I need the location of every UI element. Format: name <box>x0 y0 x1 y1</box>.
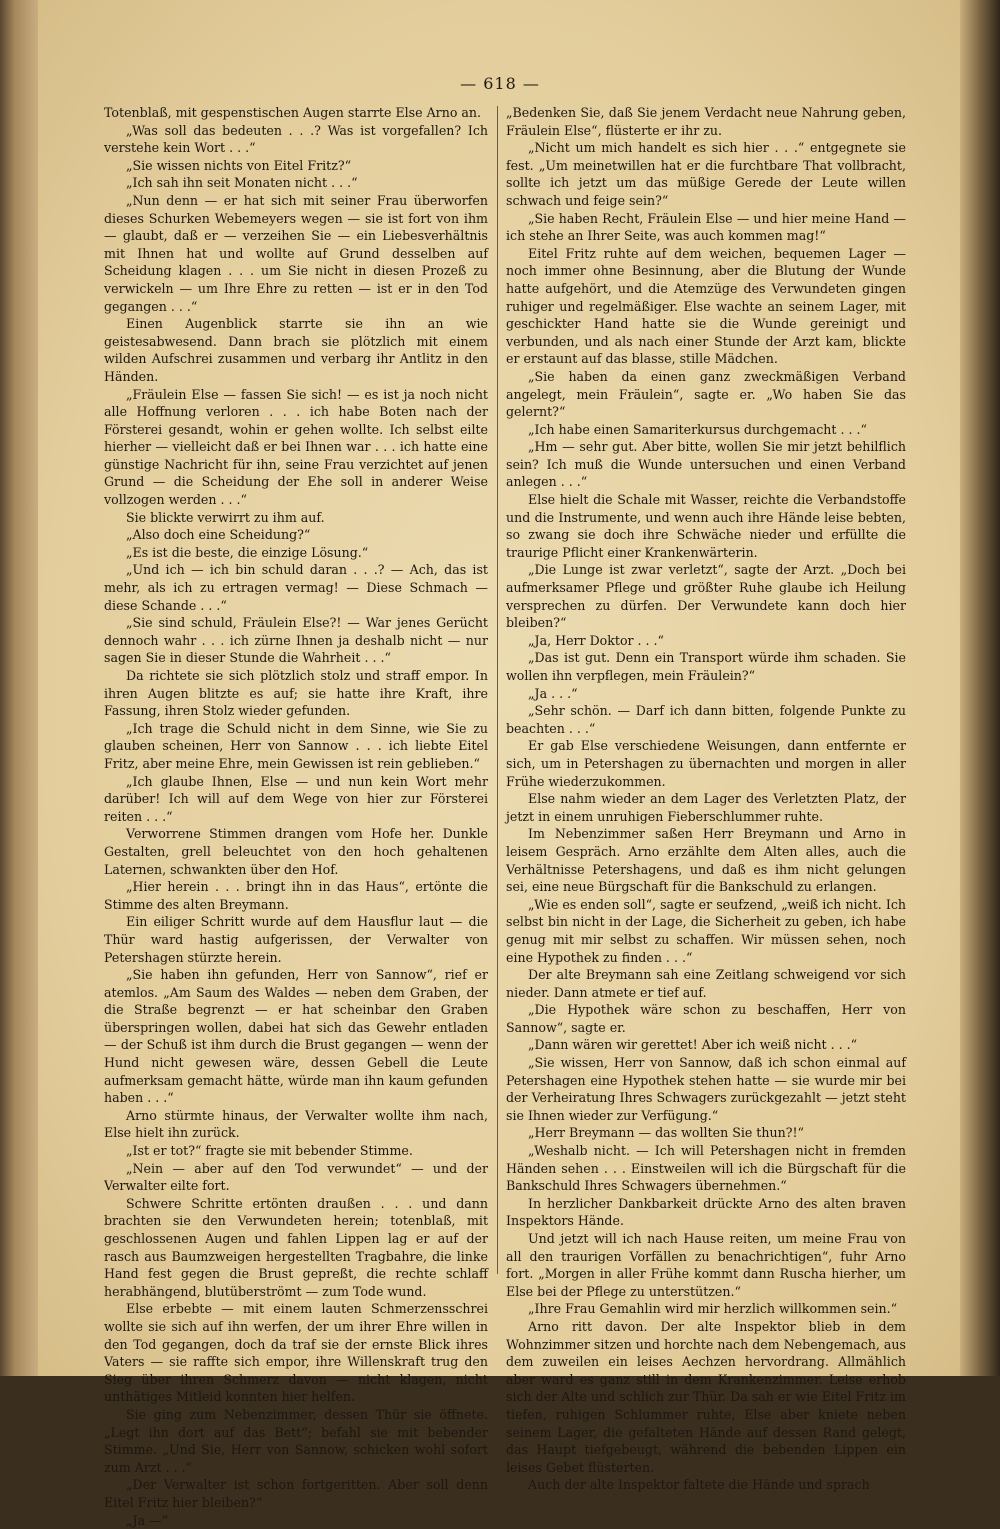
paragraph: Else nahm wieder an dem Lager des Verletzten Platz, der jetzt in einem unruhigen Fieberschlummer ruhte. <box>506 790 906 825</box>
paragraph: Da richtete sie sich plötzlich stolz und straff empor. In ihren Augen blitzte es auf; sie hatte ihre Kraft, ihre Fassung, ihren Stolz wieder gefunden. <box>104 667 488 720</box>
book-binding <box>0 0 38 1376</box>
paragraph: „Wie es enden soll“, sagte er seufzend, „weiß ich nicht. Ich selbst bin nicht in der Lage, die Sicherheit zu geben, ich habe genug mit mir selbst zu schaffen. Wir müssen sehen, noch eine Hypothek zu finden . . .“ <box>506 896 906 966</box>
paragraph: „Nun denn — er hat sich mit seiner Frau überworfen dieses Schurken Webemeyers wegen — sie ist fort von ihm — glaubt, daß er — verzeihen Sie — ein Liebesverhältnis mit Ihnen hat und wollte auf Grund desselben auf Scheidung klagen . . . um Sie nicht in diesen Prozeß zu verwickeln — um Ihre Ehre zu retten — ist er in den Tod gegangen . . .“ <box>104 192 488 315</box>
paragraph: „Der Verwalter ist schon fortgeritten. Aber soll denn Eitel Fritz hier bleiben?“ <box>104 1476 488 1511</box>
paragraph: „Sie haben ihn gefunden, Herr von Sannow“, rief er atemlos. „Am Saum des Waldes — neben dem Graben, der die Straße begrenzt — er hat scheinbar den Graben überspringen wollen, dabei hat sich das Gewehr entladen — der Schuß ist ihm durch die Brust gegangen — wenn der Hund nicht gewesen wäre, dessen Gebell die Leute aufmerksam gemacht hätte, würde man ihn kaum gefunden haben . . .“ <box>104 966 488 1107</box>
paragraph: „Ja, Herr Doktor . . .“ <box>506 632 906 650</box>
paragraph: Im Nebenzimmer saßen Herr Breymann und Arno in leisem Gespräch. Arno erzählte dem Alten alles, auch die Verhältnisse Petershagens, und daß es ihm nicht gelungen sei, eine neue Bürgschaft für die Bankschuld zu erlangen. <box>506 825 906 895</box>
paragraph: „Hm — sehr gut. Aber bitte, wollen Sie mir jetzt behilflich sein? Ich muß die Wunde untersuchen und einen Verband anlegen . . .“ <box>506 438 906 491</box>
paragraph: Ein eiliger Schritt wurde auf dem Hausflur laut — die Thür ward hastig aufgerissen, der Verwalter von Petershagen stürzte herein. <box>104 913 488 966</box>
paragraph: „Bedenken Sie, daß Sie jenem Verdacht neue Nahrung geben, Fräulein Else“, flüsterte er ihr zu. <box>506 104 906 139</box>
paragraph: „Sehr schön. — Darf ich dann bitten, folgende Punkte zu beachten . . .“ <box>506 702 906 737</box>
paragraph: Sie blickte verwirrt zu ihm auf. <box>104 509 488 527</box>
paragraph: „Also doch eine Scheidung?“ <box>104 526 488 544</box>
paragraph: „Sie haben Recht, Fräulein Else — und hier meine Hand — ich stehe an Ihrer Seite, was auch kommen mag!“ <box>506 210 906 245</box>
paragraph: „Was soll das bedeuten . . .? Was ist vorgefallen? Ich verstehe kein Wort . . .“ <box>104 122 488 157</box>
paragraph: „Ihre Frau Gemahlin wird mir herzlich willkommen sein.“ <box>506 1300 906 1318</box>
paragraph: „Ich trage die Schuld nicht in dem Sinne, wie Sie zu glauben scheinen, Herr von Sannow . . . ich liebte Eitel Fritz, aber meine Ehre, mein Gewissen ist rein geblieben.“ <box>104 720 488 773</box>
paragraph: „Ja —“ <box>104 1512 488 1529</box>
paragraph: „Sie wissen, Herr von Sannow, daß ich schon einmal auf Petershagen eine Hypothek stehen hatte — sie wurde mir bei der Verheiratung Ihres Schwagers zurückgezahlt — jetzt steht sie Ihnen wieder zur Verfügung.“ <box>506 1054 906 1124</box>
paragraph: Er gab Else verschiedene Weisungen, dann entfernte er sich, um in Petershagen zu übernachten und morgen in aller Frühe wiederzukommen. <box>506 737 906 790</box>
paragraph: „Nein — aber auf den Tod verwundet“ — und der Verwalter eilte fort. <box>104 1160 488 1195</box>
right-text-column <box>506 104 906 1494</box>
paragraph: „Fräulein Else — fassen Sie sich! — es ist ja noch nicht alle Hoffnung verloren . . . ich habe Boten nach der Försterei gesandt, wohin er gehen wollte. Ich selbst eilte hierher — vielleicht daß er bei Ihnen war . . . ich hatte eine günstige Nachricht für ihn, seine Frau verzichtet auf jenen Grund — die Scheidung der Ehe soll in anderer Weise vollzogen werden . . .“ <box>104 386 488 509</box>
column-divider <box>497 106 498 1274</box>
paragraph: „Nicht um mich handelt es sich hier . . .“ entgegnete sie fest. „Um meinetwillen hat er die furchtbare That vollbracht, sollte ich jetzt um das müßige Gerede der Leute willen schwach und feige sein?“ <box>506 139 906 209</box>
paragraph: Auch der alte Inspektor faltete die Hände und sprach <box>506 1476 906 1494</box>
paragraph: „Und ich — ich bin schuld daran . . .? — Ach, das ist mehr, als ich zu ertragen vermag! — Diese Schmach — diese Schande . . .“ <box>104 561 488 614</box>
paragraph: „Es ist die beste, die einzige Lösung.“ <box>104 544 488 562</box>
paragraph: „Sie wissen nichts von Eitel Fritz?“ <box>104 157 488 175</box>
paragraph: „Sie haben da einen ganz zweckmäßigen Verband angelegt, mein Fräulein“, sagte er. „Wo haben Sie das gelernt?“ <box>506 368 906 421</box>
paragraph: „Ich sah ihn seit Monaten nicht . . .“ <box>104 174 488 192</box>
paragraph: Arno stürmte hinaus, der Verwalter wollte ihm nach, Else hielt ihn zurück. <box>104 1107 488 1142</box>
paragraph: Eitel Fritz ruhte auf dem weichen, bequemen Lager — noch immer ohne Besinnung, aber die Blutung der Wunde hatte aufgehört, und die Atemzüge des Verwundeten gingen ruhiger und regelmäßiger. Else wachte an seinem Lager, mit geschickter Hand hatte sie die Wunde gereinigt und verbunden, und als nach einer Stunde der Arzt kam, blickte er erstaunt auf das blasse, stille Mädchen. <box>506 245 906 368</box>
paragraph: „Herr Breymann — das wollten Sie thun?!“ <box>506 1124 906 1142</box>
paragraph: Verworrene Stimmen drangen vom Hofe her. Dunkle Gestalten, grell beleuchtet von den hoch gehaltenen Laternen, schwankten über den Hof. <box>104 825 488 878</box>
paragraph: „Ja . . .“ <box>506 685 906 703</box>
paragraph: Totenblaß, mit gespenstischen Augen starrte Else Arno an. <box>104 104 488 122</box>
paragraph: In herzlicher Dankbarkeit drückte Arno des alten braven Inspektors Hände. <box>506 1195 906 1230</box>
paragraph: Schwere Schritte ertönten draußen . . . und dann brachten sie den Verwundeten herein; totenblaß, mit geschlossenen Augen und fahlen Lippen lag er auf der rasch aus Baumzweigen hergestellten Tragbahre, die linke Hand fest gegen die Brust gepreßt, die rechte schlaff herabhängend, blutüberströmt — zum Tode wund. <box>104 1195 488 1301</box>
paragraph: „Ich glaube Ihnen, Else — und nun kein Wort mehr darüber! Ich will auf dem Wege von hier zur Försterei reiten . . .“ <box>104 773 488 826</box>
left-text-column <box>104 104 488 1529</box>
paragraph: Der alte Breymann sah eine Zeitlang schweigend vor sich nieder. Dann atmete er tief auf. <box>506 966 906 1001</box>
paragraph: „Sie sind schuld, Fräulein Else?! — War jenes Gerücht dennoch wahr . . . ich zürne Ihnen ja deshalb nicht — nur sagen Sie in dieser Stunde die Wahrheit . . .“ <box>104 614 488 667</box>
paragraph: Else erbebte — mit einem lauten Schmerzensschrei wollte sie sich auf ihn werfen, der um ihrer Ehre willen in den Tod gegangen, doch da traf sie der ernste Blick ihres Vaters — sie raffte sich empor, ihre Willenskraft trug den Sieg über ihren Schmerz davon — nicht klagen, nicht unthätiges Mitleid konnten hier helfen. <box>104 1300 488 1406</box>
paragraph: „Die Lunge ist zwar verletzt“, sagte der Arzt. „Doch bei aufmerksamer Pflege und größter Ruhe glaube ich Heilung versprechen zu dürfen. Der Verwundete kann doch hier bleiben?“ <box>506 561 906 631</box>
paragraph: Else hielt die Schale mit Wasser, reichte die Verbandstoffe und die Instrumente, und wenn auch ihre Hände leise bebten, so zwang sie doch ihre Schwäche nieder und erfüllte die traurige Pflicht einer Krankenwärterin. <box>506 491 906 561</box>
paragraph: „Dann wären wir gerettet! Aber ich weiß nicht . . .“ <box>506 1036 906 1054</box>
page-edge-shadow <box>960 0 1000 1376</box>
paragraph: „Ist er tot?“ fragte sie mit bebender Stimme. <box>104 1142 488 1160</box>
paragraph: „Weshalb nicht. — Ich will Petershagen nicht in fremden Händen sehen . . . Einstweilen will ich die Bürgschaft für die Bankschuld Ihres Schwagers übernehmen.“ <box>506 1142 906 1195</box>
paragraph: „Hier herein . . . bringt ihn in das Haus“, ertönte die Stimme des alten Breymann. <box>104 878 488 913</box>
paragraph: Arno ritt davon. Der alte Inspektor blieb in dem Wohnzimmer sitzen und horchte nach dem Nebengemach, aus dem zuweilen ein leises Aechzen hervordrang. Allmählich aber ward es ganz still in dem Krankenzimmer. Leise erhob sich der Alte und schlich zur Thür. Da sah er wie Eitel Fritz im tiefen, ruhigen Schlummer ruhte, Else aber kniete neben seinem Lager, die gefalteten Hände auf dessen Rand gelegt, das Haupt tiefgebeugt, während die bebenden Lippen ein leises Gebet flüsterten. <box>506 1318 906 1476</box>
paragraph: „Ich habe einen Samariterkursus durchgemacht . . .“ <box>506 421 906 439</box>
paragraph: Sie ging zum Nebenzimmer, dessen Thür sie öffnete. „Legt ihn dort auf das Bett“; befahl sie mit bebender Stimme. „Und Sie, Herr von Sannow, schicken wohl sofort zum Arzt . . .“ <box>104 1406 488 1476</box>
page-number: — 618 — <box>440 74 560 93</box>
paragraph: Einen Augenblick starrte sie ihn an wie geistesabwesend. Dann brach sie plötzlich mit einem wilden Aufschrei zusammen und verbarg ihr Antlitz in den Händen. <box>104 315 488 385</box>
paragraph: Und jetzt will ich nach Hause reiten, um meine Frau von all den traurigen Vorfällen zu benachrichtigen“, fuhr Arno fort. „Morgen in aller Frühe kommt dann Ruscha hierher, um Else bei der Pflege zu unterstützen.“ <box>506 1230 906 1300</box>
paragraph: „Das ist gut. Denn ein Transport würde ihm schaden. Sie wollen ihn verpflegen, mein Fräulein?“ <box>506 649 906 684</box>
paragraph: „Die Hypothek wäre schon zu beschaffen, Herr von Sannow“, sagte er. <box>506 1001 906 1036</box>
